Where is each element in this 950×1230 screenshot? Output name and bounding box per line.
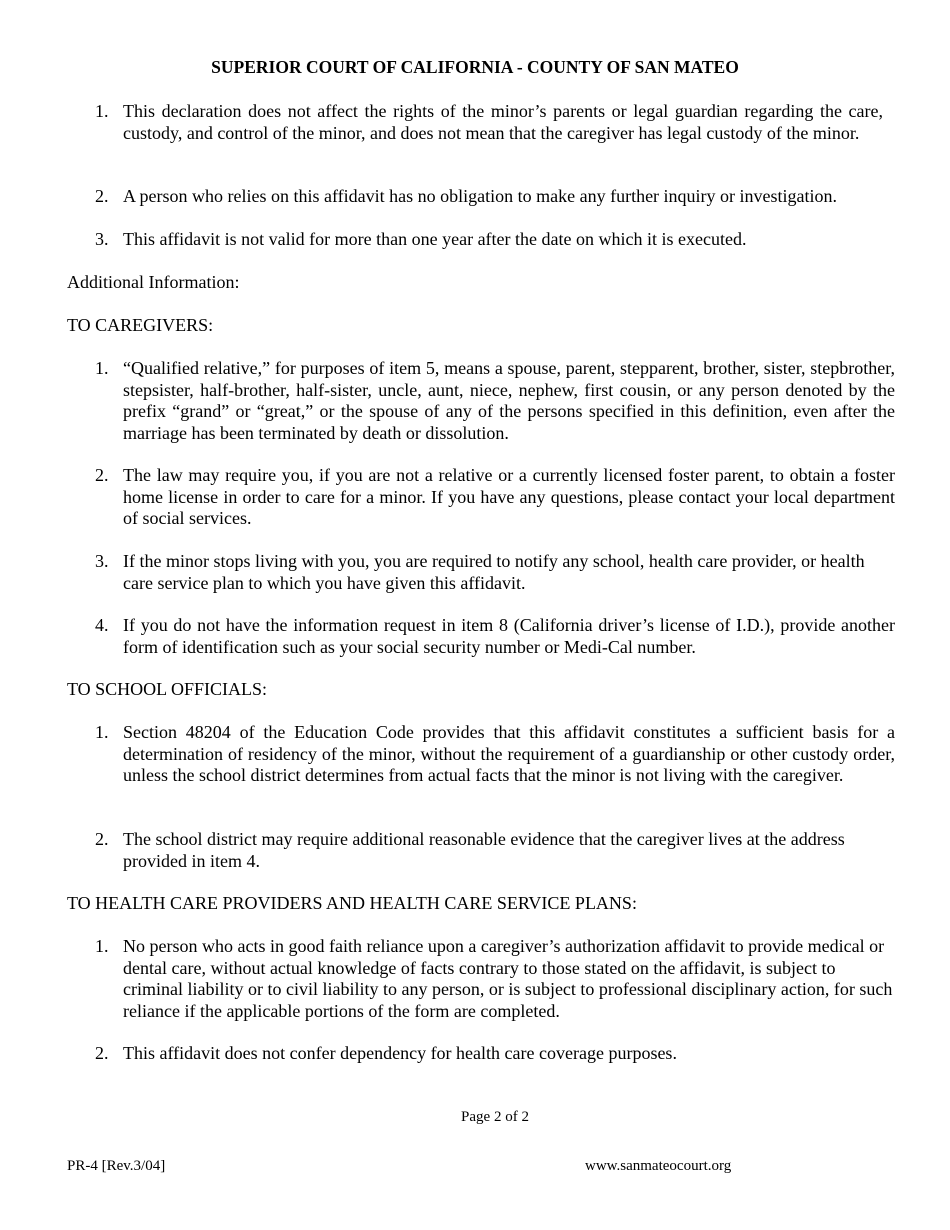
school-officials-heading: TO SCHOOL OFFICIALS: — [67, 679, 268, 699]
item-number: 4. — [95, 615, 109, 635]
list-item — [95, 101, 883, 144]
item-text: This declaration does not affect the rights of the minor’s parents or legal guardian regarding the care, custody, and control of the minor, and does not mean that the caregiver has legal custody of the minor. — [123, 101, 883, 143]
list-item — [95, 829, 895, 872]
item-text: The law may require you, if you are not a relative or a currently licensed foster parent, to obtain a foster home license in order to care for a minor. If you have any questions, please contact your local department of social services. — [123, 465, 895, 528]
item-number: 2. — [95, 1043, 109, 1063]
item-text: This affidavit is not valid for more than one year after the date on which it is executed. — [123, 229, 747, 249]
list-item — [95, 722, 895, 787]
list-item — [95, 358, 895, 444]
item-text: “Qualified relative,” for purposes of item 5, means a spouse, parent, stepparent, brother, sister, stepbrother, stepsister, half-brother, half-sister, uncle, aunt, niece, nephew, first cousin, or any person denoted by the prefix “grand” or “great,” or the spouse of any of the persons specified in this definition, even after the marriage has been terminated by death or dissolution. — [123, 358, 895, 443]
list-item — [95, 615, 895, 658]
page-number: Page 2 of 2 — [461, 1109, 529, 1125]
item-text: If the minor stops living with you, you are required to notify any school, health care provider, or health care service plan to which you have given this affidavit. — [123, 551, 865, 593]
item-number: 1. — [95, 358, 109, 378]
list-item — [95, 186, 895, 208]
item-text: This affidavit does not confer dependency for health care coverage purposes. — [123, 1043, 677, 1063]
list-item — [95, 551, 895, 594]
form-id: PR-4 [Rev.3/04] — [67, 1158, 166, 1174]
item-number: 1. — [95, 101, 109, 121]
item-text: If you do not have the information request in item 8 (California driver’s license of I.D.), provide another form of identification such as your social security number or Medi-Cal number. — [123, 615, 895, 657]
list-item — [95, 465, 895, 530]
caregivers-heading: TO CAREGIVERS: — [67, 315, 214, 335]
item-text: No person who acts in good faith reliance upon a caregiver’s authorization affidavit to provide medical or dental care, without actual knowledge of facts contrary to those stated on the affidavit, is subject to criminal liability or to civil liability to any person, or is subject to professional disciplinary action, for such reliance if the applicable portions of the form are completed. — [123, 936, 893, 1021]
health-care-heading: TO HEALTH CARE PROVIDERS AND HEALTH CARE SERVICE PLANS: — [67, 893, 637, 913]
list-item — [95, 229, 895, 251]
item-number: 2. — [95, 186, 109, 206]
item-number: 1. — [95, 722, 109, 742]
item-number: 3. — [95, 551, 109, 571]
item-text: The school district may require additional reasonable evidence that the caregiver lives at the address provided in item 4. — [123, 829, 845, 871]
item-number: 3. — [95, 229, 109, 249]
item-text: A person who relies on this affidavit has no obligation to make any further inquiry or investigation. — [123, 186, 838, 206]
website-link[interactable]: www.sanmateocourt.org — [585, 1158, 732, 1174]
item-text: Section 48204 of the Education Code provides that this affidavit constitutes a sufficient basis for a determination of residency of the minor, without the requirement of a guardianship or other custody order, unless the school district determines from actual facts that the minor is not living with the caregiver. — [123, 722, 895, 785]
list-item — [95, 936, 895, 1022]
item-number: 2. — [95, 829, 109, 849]
additional-info-heading: Additional Information: — [67, 272, 240, 292]
item-number: 1. — [95, 936, 109, 956]
list-item — [95, 1043, 895, 1065]
court-title: SUPERIOR COURT OF CALIFORNIA - COUNTY OF SAN MATEO — [211, 57, 739, 77]
item-number: 2. — [95, 465, 109, 485]
